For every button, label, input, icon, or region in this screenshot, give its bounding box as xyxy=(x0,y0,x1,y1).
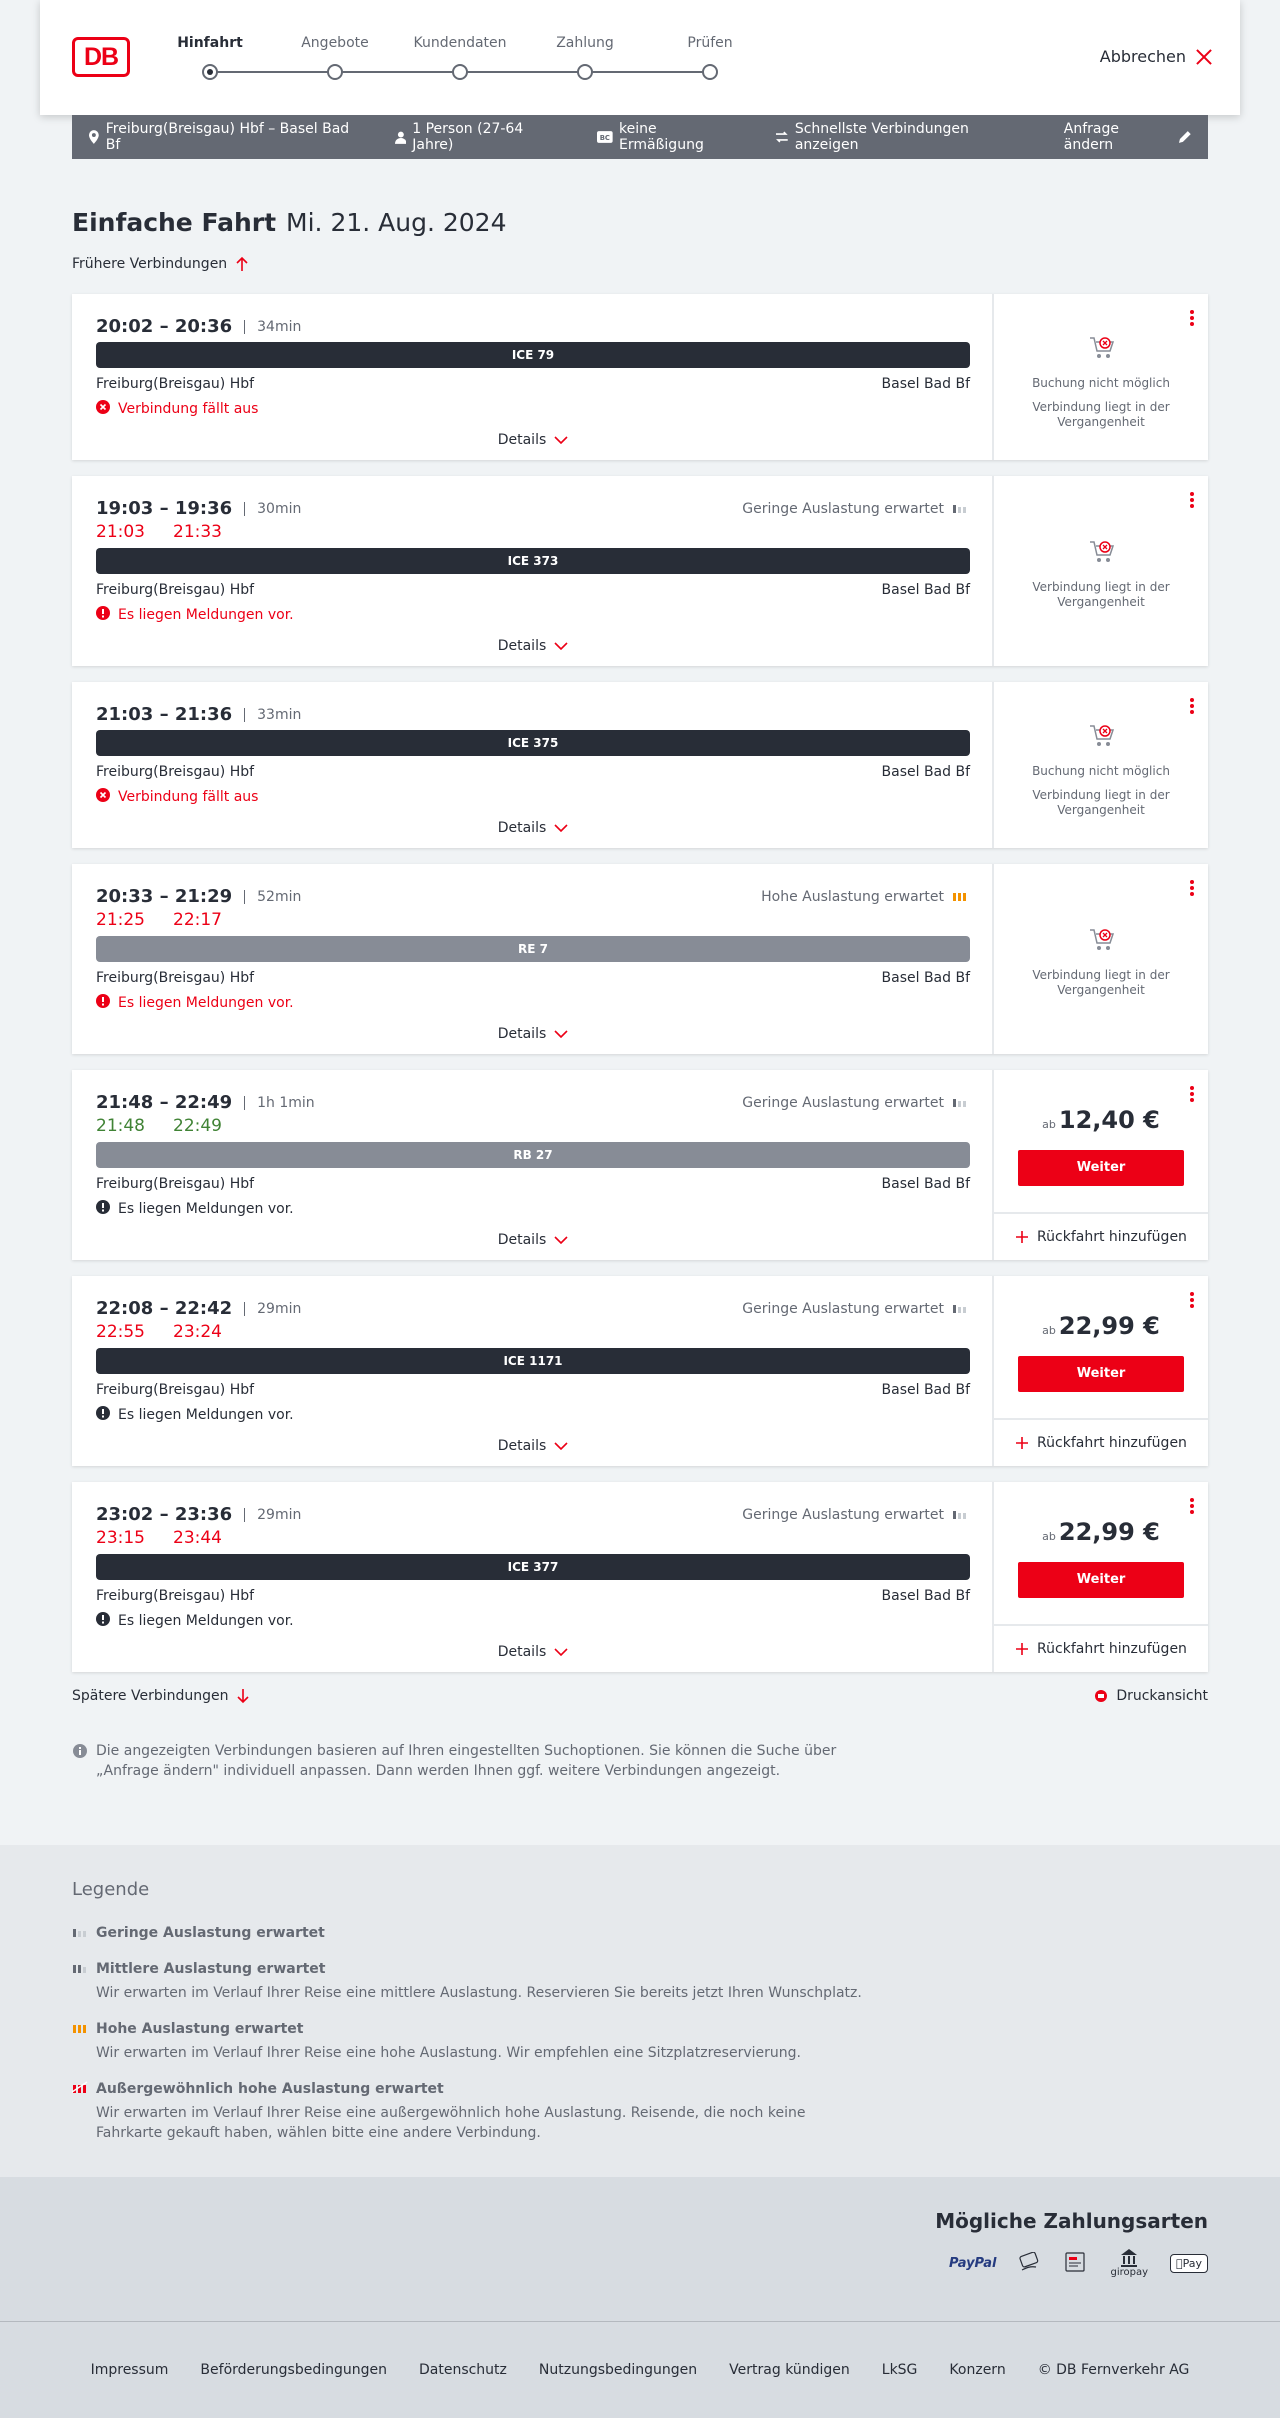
discount-text: keine Ermäßigung xyxy=(619,121,704,153)
realtime-arrival: 21:33 xyxy=(173,522,222,542)
footer-link-impressum[interactable]: Impressum xyxy=(90,2362,169,2378)
duration: 29min xyxy=(244,1302,301,1316)
realtime-arrival: 22:17 xyxy=(173,910,222,930)
message-text: Es liegen Meldungen vor. xyxy=(118,995,294,1011)
legend-item-text: Wir erwarten im Verlauf Ihrer Reise eine hohe Auslastung. Wir empfehlen eine Sitzplatzreservierung. xyxy=(96,2045,801,2061)
warning-icon xyxy=(96,994,110,1012)
printer-icon xyxy=(1094,1689,1108,1703)
add-return-trip-label: Rückfahrt hinzufügen xyxy=(1037,1229,1187,1245)
train-bar[interactable]: RB 27 xyxy=(96,1142,970,1168)
connection-message xyxy=(96,1200,294,1218)
print-view-link[interactable] xyxy=(1094,1688,1208,1704)
step-label-kundendaten: Kundendaten xyxy=(413,35,507,51)
payment-methods-section xyxy=(0,2177,1280,2321)
booking-panel xyxy=(994,1070,1208,1260)
legend-item-high xyxy=(72,2021,872,2063)
add-return-trip-label: Rückfahrt hinzufügen xyxy=(1037,1641,1187,1657)
occupancy-label: Geringe Auslastung erwartet xyxy=(742,501,944,517)
low-occupancy-icon xyxy=(952,1507,968,1523)
duration: 30min xyxy=(244,502,301,516)
low-occupancy-icon xyxy=(952,501,968,517)
low-occupancy-icon xyxy=(952,1301,968,1317)
payment-title: Mögliche Zahlungsarten xyxy=(935,2209,1208,2233)
realtime-departure: 21:25 xyxy=(96,910,145,930)
details-label: Details xyxy=(497,1026,547,1042)
arrow-down-icon xyxy=(236,1688,250,1704)
plus-icon xyxy=(1015,1436,1029,1450)
add-return-trip-button[interactable] xyxy=(994,1624,1208,1672)
legend-item-title: Geringe Auslastung erwartet xyxy=(96,1925,325,1941)
step-label-pruefen: Prüfen xyxy=(687,35,733,51)
departure-station: Freiburg(Breisgau) Hbf xyxy=(96,376,255,392)
planned-times: 22:08 – 22:42 xyxy=(96,1298,233,1319)
train-bar[interactable]: ICE 79 xyxy=(96,342,970,368)
page-title xyxy=(72,208,506,237)
departure-station: Freiburg(Breisgau) Hbf xyxy=(96,1588,255,1604)
train-bar[interactable]: ICE 377 xyxy=(96,1554,970,1580)
planned-times: 20:02 – 20:36 xyxy=(96,316,233,337)
connection-times xyxy=(96,316,301,337)
chevron-down-icon xyxy=(554,1236,568,1244)
message-text: Es liegen Meldungen vor. xyxy=(118,1201,294,1217)
info-text: Die angezeigten Verbindungen basieren auf Ihren eingestellten Suchoptionen. Sie können die Suche über „Anfrage ändern" individuell anpassen. Dann werden Ihnen ggf. weitere Verbindungen angezeigt. xyxy=(96,1743,837,1779)
legend-item-text: Wir erwarten im Verlauf Ihrer Reise eine außergewöhnlich hohe Auslastung. Reisende, die noch keine Fahrkarte gekauft haben, wählen bitte eine andere Verbindung. xyxy=(96,2105,806,2141)
arrival-station: Basel Bad Bf xyxy=(881,1176,970,1192)
fastest-summary xyxy=(775,121,1032,153)
cancelled-icon xyxy=(96,788,110,806)
high-occupancy-icon xyxy=(952,889,968,905)
shopping-cart-unavailable-icon xyxy=(1088,722,1116,750)
booking-panel xyxy=(994,1482,1208,1672)
stations xyxy=(96,764,970,780)
booking-header xyxy=(40,0,1240,115)
route-summary xyxy=(88,121,363,153)
chevron-down-icon xyxy=(554,1442,568,1450)
connection-info xyxy=(72,294,994,460)
fastest-text: Schnellste Verbindungen anzeigen xyxy=(794,121,969,153)
close-icon xyxy=(1196,49,1212,65)
very-high-occupancy-icon xyxy=(72,2081,88,2097)
giropay-icon xyxy=(1110,2249,1148,2278)
earlier-connections-link[interactable] xyxy=(72,256,249,272)
step-dot-angebote xyxy=(327,64,343,80)
connection-times xyxy=(96,704,301,725)
legend-item-medium xyxy=(72,1961,872,2003)
arrival-station: Basel Bad Bf xyxy=(881,1382,970,1398)
price-value: 12,40 € xyxy=(1058,1106,1160,1134)
cancel-button[interactable] xyxy=(1100,47,1212,66)
low-occupancy-icon xyxy=(952,1095,968,1111)
connection-message xyxy=(96,400,258,418)
train-bar[interactable]: ICE 375 xyxy=(96,730,970,756)
footer-link-datenschutz[interactable]: Datenschutz xyxy=(418,2362,507,2378)
legend-item-text: Wir erwarten im Verlauf Ihrer Reise eine mittlere Auslastung. Reservieren Sie bereits jetzt Ihren Wunschplatz. xyxy=(96,1985,862,2001)
chevron-down-icon xyxy=(554,436,568,444)
departure-station: Freiburg(Breisgau) Hbf xyxy=(96,1382,255,1398)
plus-icon xyxy=(1015,1642,1029,1656)
arrival-station: Basel Bad Bf xyxy=(881,970,970,986)
train-bar[interactable]: ICE 373 xyxy=(96,548,970,574)
booking-panel xyxy=(994,682,1208,848)
details-label: Details xyxy=(497,1232,547,1248)
more-options-icon[interactable] xyxy=(1190,1498,1194,1514)
db-logo[interactable]: DB xyxy=(72,37,130,77)
past-connection-text: Verbindung liegt in der Vergangenheit xyxy=(1032,788,1170,817)
arrow-up-icon xyxy=(235,256,249,272)
duration: 29min xyxy=(244,1508,301,1522)
connection-card xyxy=(72,476,1208,666)
search-summary-bar xyxy=(72,115,1208,159)
details-toggle[interactable] xyxy=(72,1232,994,1248)
more-options-icon[interactable] xyxy=(1190,1086,1194,1102)
price xyxy=(994,1106,1208,1134)
step-label-hinfahrt: Hinfahrt xyxy=(177,35,243,51)
chevron-down-icon xyxy=(554,1030,568,1038)
svg-text:BC: BC xyxy=(600,133,611,142)
more-options-icon[interactable] xyxy=(1190,698,1194,714)
occupancy-label: Hohe Auslastung erwartet xyxy=(761,889,944,905)
stations xyxy=(96,970,970,986)
footer-link-lksg[interactable]: LkSG xyxy=(881,2362,918,2378)
details-toggle[interactable] xyxy=(72,432,994,448)
footer-links xyxy=(0,2321,1280,2418)
cancelled-icon xyxy=(96,400,110,418)
occupancy-indicator[interactable] xyxy=(742,1507,968,1523)
realtime-times xyxy=(96,910,222,930)
past-connection-text: Verbindung liegt in der Vergangenheit xyxy=(1032,968,1170,997)
add-return-trip-button[interactable] xyxy=(994,1212,1208,1260)
more-options-icon[interactable] xyxy=(1190,310,1194,326)
footer-link-nutzungsbedingungen[interactable]: Nutzungsbedingungen xyxy=(538,2362,698,2378)
details-label: Details xyxy=(497,1438,547,1454)
past-connection-text: Verbindung liegt in der Vergangenheit xyxy=(1032,580,1170,609)
add-return-trip-button[interactable] xyxy=(994,1418,1208,1466)
warning-icon xyxy=(96,1612,110,1630)
warning-icon xyxy=(96,606,110,624)
realtime-times xyxy=(96,1528,222,1548)
occupancy-indicator[interactable] xyxy=(742,1301,968,1317)
add-return-trip-label: Rückfahrt hinzufügen xyxy=(1037,1435,1187,1451)
details-label: Details xyxy=(497,1644,547,1660)
medium-occupancy-icon xyxy=(72,1961,88,1977)
message-text: Verbindung fällt aus xyxy=(118,789,259,805)
footer-link-konzern[interactable]: Konzern xyxy=(949,2362,1006,2378)
shopping-cart-unavailable-icon xyxy=(1088,334,1116,362)
duration: 52min xyxy=(244,890,301,904)
passenger-summary xyxy=(395,121,566,153)
details-label: Details xyxy=(497,638,547,654)
connection-info xyxy=(72,1482,994,1672)
departure-station: Freiburg(Breisgau) Hbf xyxy=(96,1176,255,1192)
details-toggle[interactable] xyxy=(72,1438,994,1454)
chevron-down-icon xyxy=(554,1648,568,1656)
connection-info xyxy=(72,1070,994,1260)
price-prefix: ab xyxy=(1042,1324,1056,1337)
planned-times: 23:02 – 23:36 xyxy=(96,1504,233,1525)
apple-pay-label: Pay xyxy=(1182,2257,1202,2270)
trip-date: Mi. 21. Aug. 2024 xyxy=(286,208,507,237)
connection-times xyxy=(96,1092,315,1113)
message-text: Es liegen Meldungen vor. xyxy=(118,1613,294,1629)
occupancy-indicator[interactable] xyxy=(761,889,968,905)
realtime-times xyxy=(96,1116,222,1136)
footer-link-vertrag-kuendigen[interactable]: Vertrag kündigen xyxy=(729,2362,850,2378)
warning-icon xyxy=(96,1406,110,1424)
price-prefix: ab xyxy=(1042,1530,1056,1543)
train-bar[interactable]: RE 7 xyxy=(96,936,970,962)
pencil-icon xyxy=(1178,130,1192,144)
change-request-label: Anfrage ändern xyxy=(1063,121,1119,153)
connection-times xyxy=(96,1504,301,1525)
booking-unavailable-text: Buchung nicht möglich xyxy=(1032,376,1170,390)
step-dot-hinfahrt xyxy=(202,64,218,80)
info-note xyxy=(72,1741,852,1781)
planned-times: 21:48 – 22:49 xyxy=(96,1092,233,1113)
shopping-cart-unavailable-icon xyxy=(1088,926,1116,954)
connection-card xyxy=(72,1482,1208,1672)
connection-card xyxy=(72,1070,1208,1260)
details-label: Details xyxy=(497,820,547,836)
swap-arrows-icon xyxy=(775,131,789,143)
occupancy-indicator[interactable] xyxy=(742,1095,968,1111)
low-occupancy-icon xyxy=(72,1925,88,1941)
stations xyxy=(96,1382,970,1398)
occupancy-indicator[interactable] xyxy=(742,501,968,517)
chevron-down-icon xyxy=(554,642,568,650)
earlier-connections-label: Frühere Verbindungen xyxy=(72,256,228,272)
realtime-times xyxy=(96,1322,222,1342)
details-toggle[interactable] xyxy=(72,1026,994,1042)
route-text: Freiburg(Breisgau) Hbf – Basel Bad Bf xyxy=(105,121,350,153)
departure-station: Freiburg(Breisgau) Hbf xyxy=(96,970,255,986)
warning-icon xyxy=(96,1200,110,1218)
connection-info xyxy=(72,476,994,666)
occupancy-label: Geringe Auslastung erwartet xyxy=(742,1095,944,1111)
connection-times xyxy=(96,498,301,519)
duration: 1h 1min xyxy=(244,1096,315,1110)
legend-item-title: Hohe Auslastung erwartet xyxy=(96,2021,304,2037)
later-connections-link[interactable] xyxy=(72,1688,250,1704)
step-dot-zahlung xyxy=(577,64,593,80)
more-options-icon[interactable] xyxy=(1190,1292,1194,1308)
details-toggle[interactable] xyxy=(72,638,994,654)
plus-icon xyxy=(1015,1230,1029,1244)
connection-message xyxy=(96,1406,294,1424)
connection-info xyxy=(72,682,994,848)
planned-times: 20:33 – 21:29 xyxy=(96,886,233,907)
realtime-departure: 21:03 xyxy=(96,522,145,542)
stations xyxy=(96,582,970,598)
connection-info xyxy=(72,1276,994,1466)
realtime-times xyxy=(96,522,222,542)
train-bar[interactable]: ICE 1171 xyxy=(96,1348,970,1374)
connection-message xyxy=(96,994,294,1012)
step-label-angebote: Angebote xyxy=(301,35,369,51)
details-label: Details xyxy=(497,432,547,448)
credit-card-icon xyxy=(1018,2252,1042,2275)
departure-station: Freiburg(Breisgau) Hbf xyxy=(96,764,255,780)
realtime-arrival: 22:49 xyxy=(173,1116,222,1136)
legend-title: Legende xyxy=(72,1879,150,1900)
realtime-arrival: 23:24 xyxy=(173,1322,222,1342)
continue-button[interactable]: Weiter xyxy=(1018,1356,1184,1392)
passenger-text: 1 Person (27-64 Jahre) xyxy=(412,121,524,153)
footer-link-befoerderungsbedingungen[interactable]: Beförderungsbedingungen xyxy=(200,2362,387,2378)
duration: 34min xyxy=(244,320,301,334)
connection-message xyxy=(96,788,258,806)
shopping-cart-unavailable-icon xyxy=(1088,538,1116,566)
step-label-zahlung: Zahlung xyxy=(556,35,614,51)
message-text: Es liegen Meldungen vor. xyxy=(118,1407,294,1423)
connection-times xyxy=(96,886,301,907)
booking-panel xyxy=(994,476,1208,666)
high-occupancy-icon xyxy=(72,2021,88,2037)
departure-station: Freiburg(Breisgau) Hbf xyxy=(96,582,255,598)
realtime-departure: 22:55 xyxy=(96,1322,145,1342)
planned-times: 21:03 – 21:36 xyxy=(96,704,233,725)
continue-button[interactable]: Weiter xyxy=(1018,1150,1184,1186)
realtime-departure: 23:15 xyxy=(96,1528,145,1548)
details-toggle[interactable] xyxy=(72,820,994,836)
apple-pay-icon xyxy=(1170,2254,1208,2273)
connection-card xyxy=(72,294,1208,460)
realtime-arrival: 23:44 xyxy=(173,1528,222,1548)
connection-card xyxy=(72,864,1208,1054)
price-value: 22,99 € xyxy=(1058,1312,1160,1340)
legend-item-title: Außergewöhnlich hohe Auslastung erwartet xyxy=(96,2081,444,2097)
giropay-label: giropay xyxy=(1110,2267,1148,2278)
continue-button[interactable]: Weiter xyxy=(1018,1562,1184,1598)
price xyxy=(994,1518,1208,1546)
occupancy-label: Geringe Auslastung erwartet xyxy=(742,1301,944,1317)
arrival-station: Basel Bad Bf xyxy=(881,376,970,392)
planned-times: 19:03 – 19:36 xyxy=(96,498,233,519)
arrival-station: Basel Bad Bf xyxy=(881,764,970,780)
connection-card xyxy=(72,1276,1208,1466)
connection-card xyxy=(72,682,1208,848)
price-prefix: ab xyxy=(1042,1118,1056,1131)
paypal-icon: PayPal xyxy=(949,2256,997,2271)
occupancy-label: Geringe Auslastung erwartet xyxy=(742,1507,944,1523)
arrival-station: Basel Bad Bf xyxy=(881,1588,970,1604)
message-text: Verbindung fällt aus xyxy=(118,401,259,417)
connection-message xyxy=(96,1612,294,1630)
sepa-debit-icon xyxy=(1064,2251,1088,2276)
more-options-icon[interactable] xyxy=(1190,880,1194,896)
connection-times xyxy=(96,1298,301,1319)
later-connections-label: Spätere Verbindungen xyxy=(72,1688,229,1704)
realtime-departure: 21:48 xyxy=(96,1116,145,1136)
arrival-station: Basel Bad Bf xyxy=(881,582,970,598)
location-pin-icon xyxy=(88,130,100,144)
discount-summary xyxy=(597,121,743,153)
change-request-button[interactable] xyxy=(1064,121,1192,153)
booking-panel xyxy=(994,1276,1208,1466)
legend-item-title: Mittlere Auslastung erwartet xyxy=(96,1961,326,1977)
booking-panel xyxy=(994,864,1208,1054)
legend-item-low xyxy=(72,1925,872,1941)
connection-info xyxy=(72,864,994,1054)
more-options-icon[interactable] xyxy=(1190,492,1194,508)
message-text: Es liegen Meldungen vor. xyxy=(118,607,294,623)
price-value: 22,99 € xyxy=(1058,1518,1160,1546)
print-view-label: Druckansicht xyxy=(1116,1688,1208,1704)
booking-panel xyxy=(994,294,1208,460)
info-icon xyxy=(72,1743,88,1759)
legend-section xyxy=(0,1845,1280,2177)
person-icon xyxy=(395,131,407,144)
duration: 33min xyxy=(244,708,301,722)
payment-icons xyxy=(949,2249,1208,2278)
step-dot-kundendaten xyxy=(452,64,468,80)
footer-copyright: © DB Fernverkehr AG xyxy=(1037,2362,1190,2378)
past-connection-text: Verbindung liegt in der Vergangenheit xyxy=(1032,400,1170,429)
connection-message xyxy=(96,606,294,624)
step-dot-pruefen xyxy=(702,64,718,80)
stations xyxy=(96,376,970,392)
details-toggle[interactable] xyxy=(72,1644,994,1660)
chevron-down-icon xyxy=(554,824,568,832)
trip-type: Einfache Fahrt xyxy=(72,208,277,237)
stations xyxy=(96,1588,970,1604)
price xyxy=(994,1312,1208,1340)
cancel-label: Abbrechen xyxy=(1099,47,1186,66)
stations xyxy=(96,1176,970,1192)
legend-item-very-high xyxy=(72,2081,872,2143)
bahncard-icon xyxy=(597,131,613,143)
booking-unavailable-text: Buchung nicht möglich xyxy=(1032,764,1170,778)
